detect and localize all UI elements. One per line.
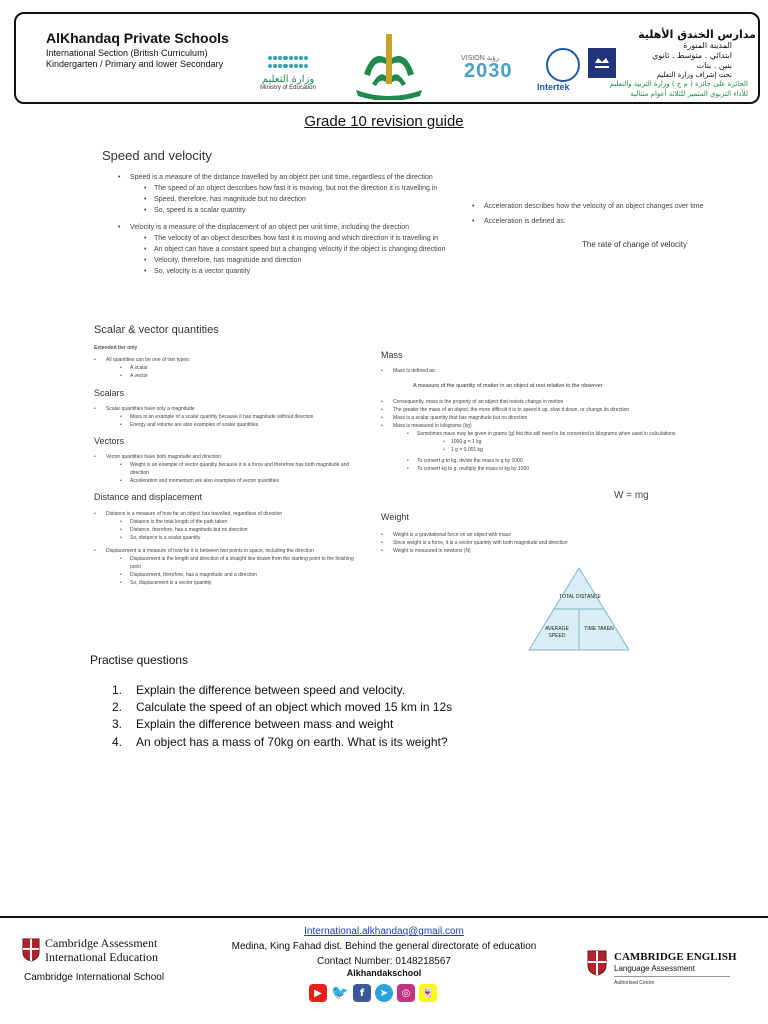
question-number: 1. xyxy=(112,683,123,697)
mass-notes xyxy=(381,398,691,473)
list-item: • Energy and volume are also examples of scalar quantities xyxy=(106,421,364,429)
social-links xyxy=(309,984,437,1002)
question-number: 2. xyxy=(112,700,123,715)
question-text: Explain the difference between speed and velocity. xyxy=(136,683,406,697)
list-item: • Distance is the total length of the path taken xyxy=(106,518,364,526)
speed-definition: Speed is a measure of the distance travelled by an object per unit time, regardless of the direction xyxy=(130,174,433,181)
weight-formula: W = mg xyxy=(614,490,649,501)
award-line-2-ar: للأداء التربوي المتميز للثلاثة أعوام متتالية xyxy=(630,90,748,98)
list-item: • Weight is measured in newtons (N) xyxy=(381,547,691,555)
mass-definition: A measure of the quantity of matter in an object at rest relative to the observer xyxy=(413,383,603,389)
cambridge-line-1: Cambridge Assessment xyxy=(45,936,158,950)
cambridge-english-crest-icon xyxy=(587,950,607,976)
list-item: • 1000 g = 1 kg xyxy=(417,438,691,446)
cambridge-english-subtitle: Language Assessment xyxy=(614,964,695,973)
list-item: • Speed, therefore, has magnitude but no direction xyxy=(130,194,468,205)
twitter-icon[interactable]: 🐦 xyxy=(331,985,349,1001)
school-supervision-ar: تحت إشراف وزارة التعليم xyxy=(656,71,732,79)
list-item xyxy=(381,422,691,473)
snapchat-icon[interactable]: 👻 xyxy=(419,984,437,1002)
question-text: Explain the difference between mass and weight xyxy=(136,717,394,732)
contact-email-link[interactable]: International.alkhandaq@gmail.com xyxy=(304,926,464,937)
scalar-vector-heading: Scalar & vector quantities xyxy=(94,324,219,336)
list-item: • Displacement is the length and direction of a straight line drawn from the starting point to the finishing point xyxy=(106,555,364,571)
school-emblem-icon xyxy=(350,30,428,100)
mass-heading: Mass xyxy=(381,350,403,360)
school-subtitle-1: International Section (British Curriculum) xyxy=(46,48,208,58)
school-city-ar: المدينة المنورة xyxy=(683,41,732,50)
ministry-name-en: Ministry of Education xyxy=(260,85,316,91)
ukas-crown-icon xyxy=(588,48,616,78)
list-item: • To convert kg to g, multiply the mass in kg by 1000 xyxy=(393,465,691,473)
list-item: • Weight is a gravitational force on an object with mass xyxy=(381,531,691,539)
list-item xyxy=(118,222,468,277)
intertek-globe-icon xyxy=(546,48,580,82)
social-handle: Alkhandakschool xyxy=(346,968,422,978)
intertek-label: Intertek xyxy=(537,82,570,92)
vectors-heading: Vectors xyxy=(94,436,125,446)
list-item: • Displacement, therefore, has a magnitude and a direction xyxy=(106,571,364,579)
school-subtitle-2: Kindergarten / Primary and lower Secondary xyxy=(46,59,224,69)
weight-notes xyxy=(381,531,691,555)
list-item: • So, displacement is a vector quantity xyxy=(106,579,364,587)
school-header xyxy=(14,12,760,104)
list-item xyxy=(118,172,468,216)
practice-question xyxy=(112,716,452,733)
scalars-notes xyxy=(94,405,364,429)
list-item: • So, distance is a scalar quantity xyxy=(106,534,364,542)
list-item: • A vector xyxy=(106,372,364,380)
extended-tier-label: Extended tier only xyxy=(94,345,138,351)
cambridge-english-name: CAMBRIDGE ENGLISH xyxy=(614,951,737,963)
triangle-average-speed: AVERAGE SPEED xyxy=(545,626,569,639)
scalars-heading: Scalars xyxy=(94,388,125,398)
school-levels-ar: ابتدائي . متوسط . ثانوي xyxy=(652,51,732,60)
list-item: • Weight is an example of vector quantity because it is a force and therefore has both magnitude and direction xyxy=(106,461,364,477)
list-item xyxy=(94,510,364,542)
instagram-icon[interactable]: ◎ xyxy=(397,984,415,1002)
list-item: • Mass is a scalar quantity that has magnitude but no direction xyxy=(381,414,691,422)
practice-heading: Practise questions xyxy=(90,653,189,667)
distance-displacement-notes xyxy=(94,510,364,587)
school-address: Medina, King Fahad dist. Behind the general directorate of education xyxy=(231,941,537,952)
list-item xyxy=(94,453,364,485)
list-item: • Acceleration and momentum are also examples of vector quantities xyxy=(106,477,364,485)
school-name: AlKhandaq Private Schools xyxy=(46,30,229,46)
list-item: • The velocity of an object describes how fast it is moving and which direction it is travelling in xyxy=(130,233,468,244)
authorised-centre-label: Authorised Centre xyxy=(614,980,655,986)
cambridge-line-2: International Education xyxy=(45,950,158,964)
list-item: • Distance, therefore, has a magnitude but no direction xyxy=(106,526,364,534)
list-item: • Since weight is a force, it is a vector quantity with both magnitude and direction xyxy=(381,539,691,547)
vision-label: VISION رؤية xyxy=(461,55,500,62)
list-item: • Mass is an example of a scalar quantity because it has magnitude without direction xyxy=(106,413,364,421)
award-line-1-ar: الحائزة على جائزة ( م ج ) وزارة التربية والتعليم xyxy=(609,80,748,88)
list-item: • Consequently, mass is the property of an object that resists change in motion xyxy=(381,398,691,406)
question-text: An object has a mass of 70kg on earth. What is its weight? xyxy=(136,734,448,749)
youtube-icon[interactable]: ▶ xyxy=(309,984,327,1002)
list-item: • Acceleration is defined as: xyxy=(472,216,742,227)
list-item: • To convert g to kg, divide the mass in g by 1000 xyxy=(393,457,691,465)
list-item-text: All quantities can be one of two types: xyxy=(106,357,190,363)
list-item-text: Vector quantities have both magnitude and direction xyxy=(106,454,222,460)
school-gender-ar: بنين . بنات xyxy=(696,61,732,70)
velocity-definition: Velocity is a measure of the displacement of an object per unit time, including the direction xyxy=(130,224,409,231)
ministry-dots-icon xyxy=(268,56,308,70)
question-number: 3. xyxy=(112,717,123,732)
school-name-ar: مدارس الخندق الأهلية xyxy=(638,28,756,41)
list-item-text: Distance is a measure of how far an object has travelled, regardless of direction xyxy=(106,511,283,517)
list-item: • The greater the mass of an object, the more difficult it is to speed it up, slow it down, or change its direction xyxy=(381,406,691,414)
acceleration-definition: The rate of change of velocity xyxy=(582,240,687,249)
quantity-types-notes xyxy=(94,356,364,380)
practice-question xyxy=(112,734,452,751)
list-item: • An object can have a constant speed but a changing velocity if the object is changing direction xyxy=(130,244,468,255)
distance-displacement-heading: Distance and displacement xyxy=(94,492,203,502)
list-item: • The speed of an object describes how fast it is moving, but not the direction it is travelling in xyxy=(130,183,468,194)
list-item: • Velocity, therefore, has magnitude and direction xyxy=(130,255,468,266)
list-item xyxy=(94,356,364,380)
list-item: • So, speed is a scalar quantity xyxy=(130,205,468,216)
speed-velocity-notes xyxy=(118,172,468,277)
practice-question xyxy=(112,682,452,699)
list-item: • A scalar xyxy=(106,364,364,372)
list-item-text: Sometimes mass may be given in grams (g) but this will need to be converted to kilograms when used in calculations xyxy=(417,431,676,437)
list-item: • Mass is defined as: xyxy=(381,367,691,375)
weight-heading: Weight xyxy=(381,512,409,522)
triangle-time-taken: TIME TAKEN xyxy=(584,626,614,632)
practice-question xyxy=(112,699,452,716)
question-number: 4. xyxy=(112,734,123,749)
mass-intro xyxy=(381,367,691,375)
list-item xyxy=(94,405,364,429)
vision-2030-logo: 2030 xyxy=(464,60,513,82)
list-item xyxy=(393,430,691,454)
list-item-text: Displacement is a measure of how far it is between two points in space, including the direction xyxy=(106,548,314,554)
acceleration-notes xyxy=(472,201,742,227)
footer-divider xyxy=(0,916,768,918)
list-item xyxy=(94,547,364,587)
vectors-notes xyxy=(94,453,364,485)
ministry-name-ar: وزارة التعليم xyxy=(261,74,315,85)
triangle-total-distance: TOTAL DISTANCE xyxy=(559,594,601,600)
telegram-icon[interactable]: ➤ xyxy=(375,984,393,1002)
facebook-icon[interactable]: f xyxy=(353,984,371,1002)
list-item-text: Mass is measured in kilograms (kg) xyxy=(393,423,472,429)
question-text: Calculate the speed of an object which moved 15 km in 12s xyxy=(136,700,453,715)
practice-questions-list xyxy=(112,682,452,751)
contact-number: Contact Number: 0148218567 xyxy=(317,956,451,967)
ministry-logo xyxy=(238,56,338,91)
list-item-text: Scalar quantities have only a magnitude xyxy=(106,406,195,412)
cambridge-school-label: Cambridge International School xyxy=(24,972,165,983)
list-item: • 1 g = 0.001 kg xyxy=(417,446,691,454)
speed-velocity-heading: Speed and velocity xyxy=(102,148,212,163)
list-item: • So, velocity is a vector quantity xyxy=(130,266,468,277)
page-title: Grade 10 revision guide xyxy=(304,113,464,130)
list-item: • Acceleration describes how the velocity of an object changes over time xyxy=(472,201,742,212)
cambridge-english-divider xyxy=(614,976,730,977)
